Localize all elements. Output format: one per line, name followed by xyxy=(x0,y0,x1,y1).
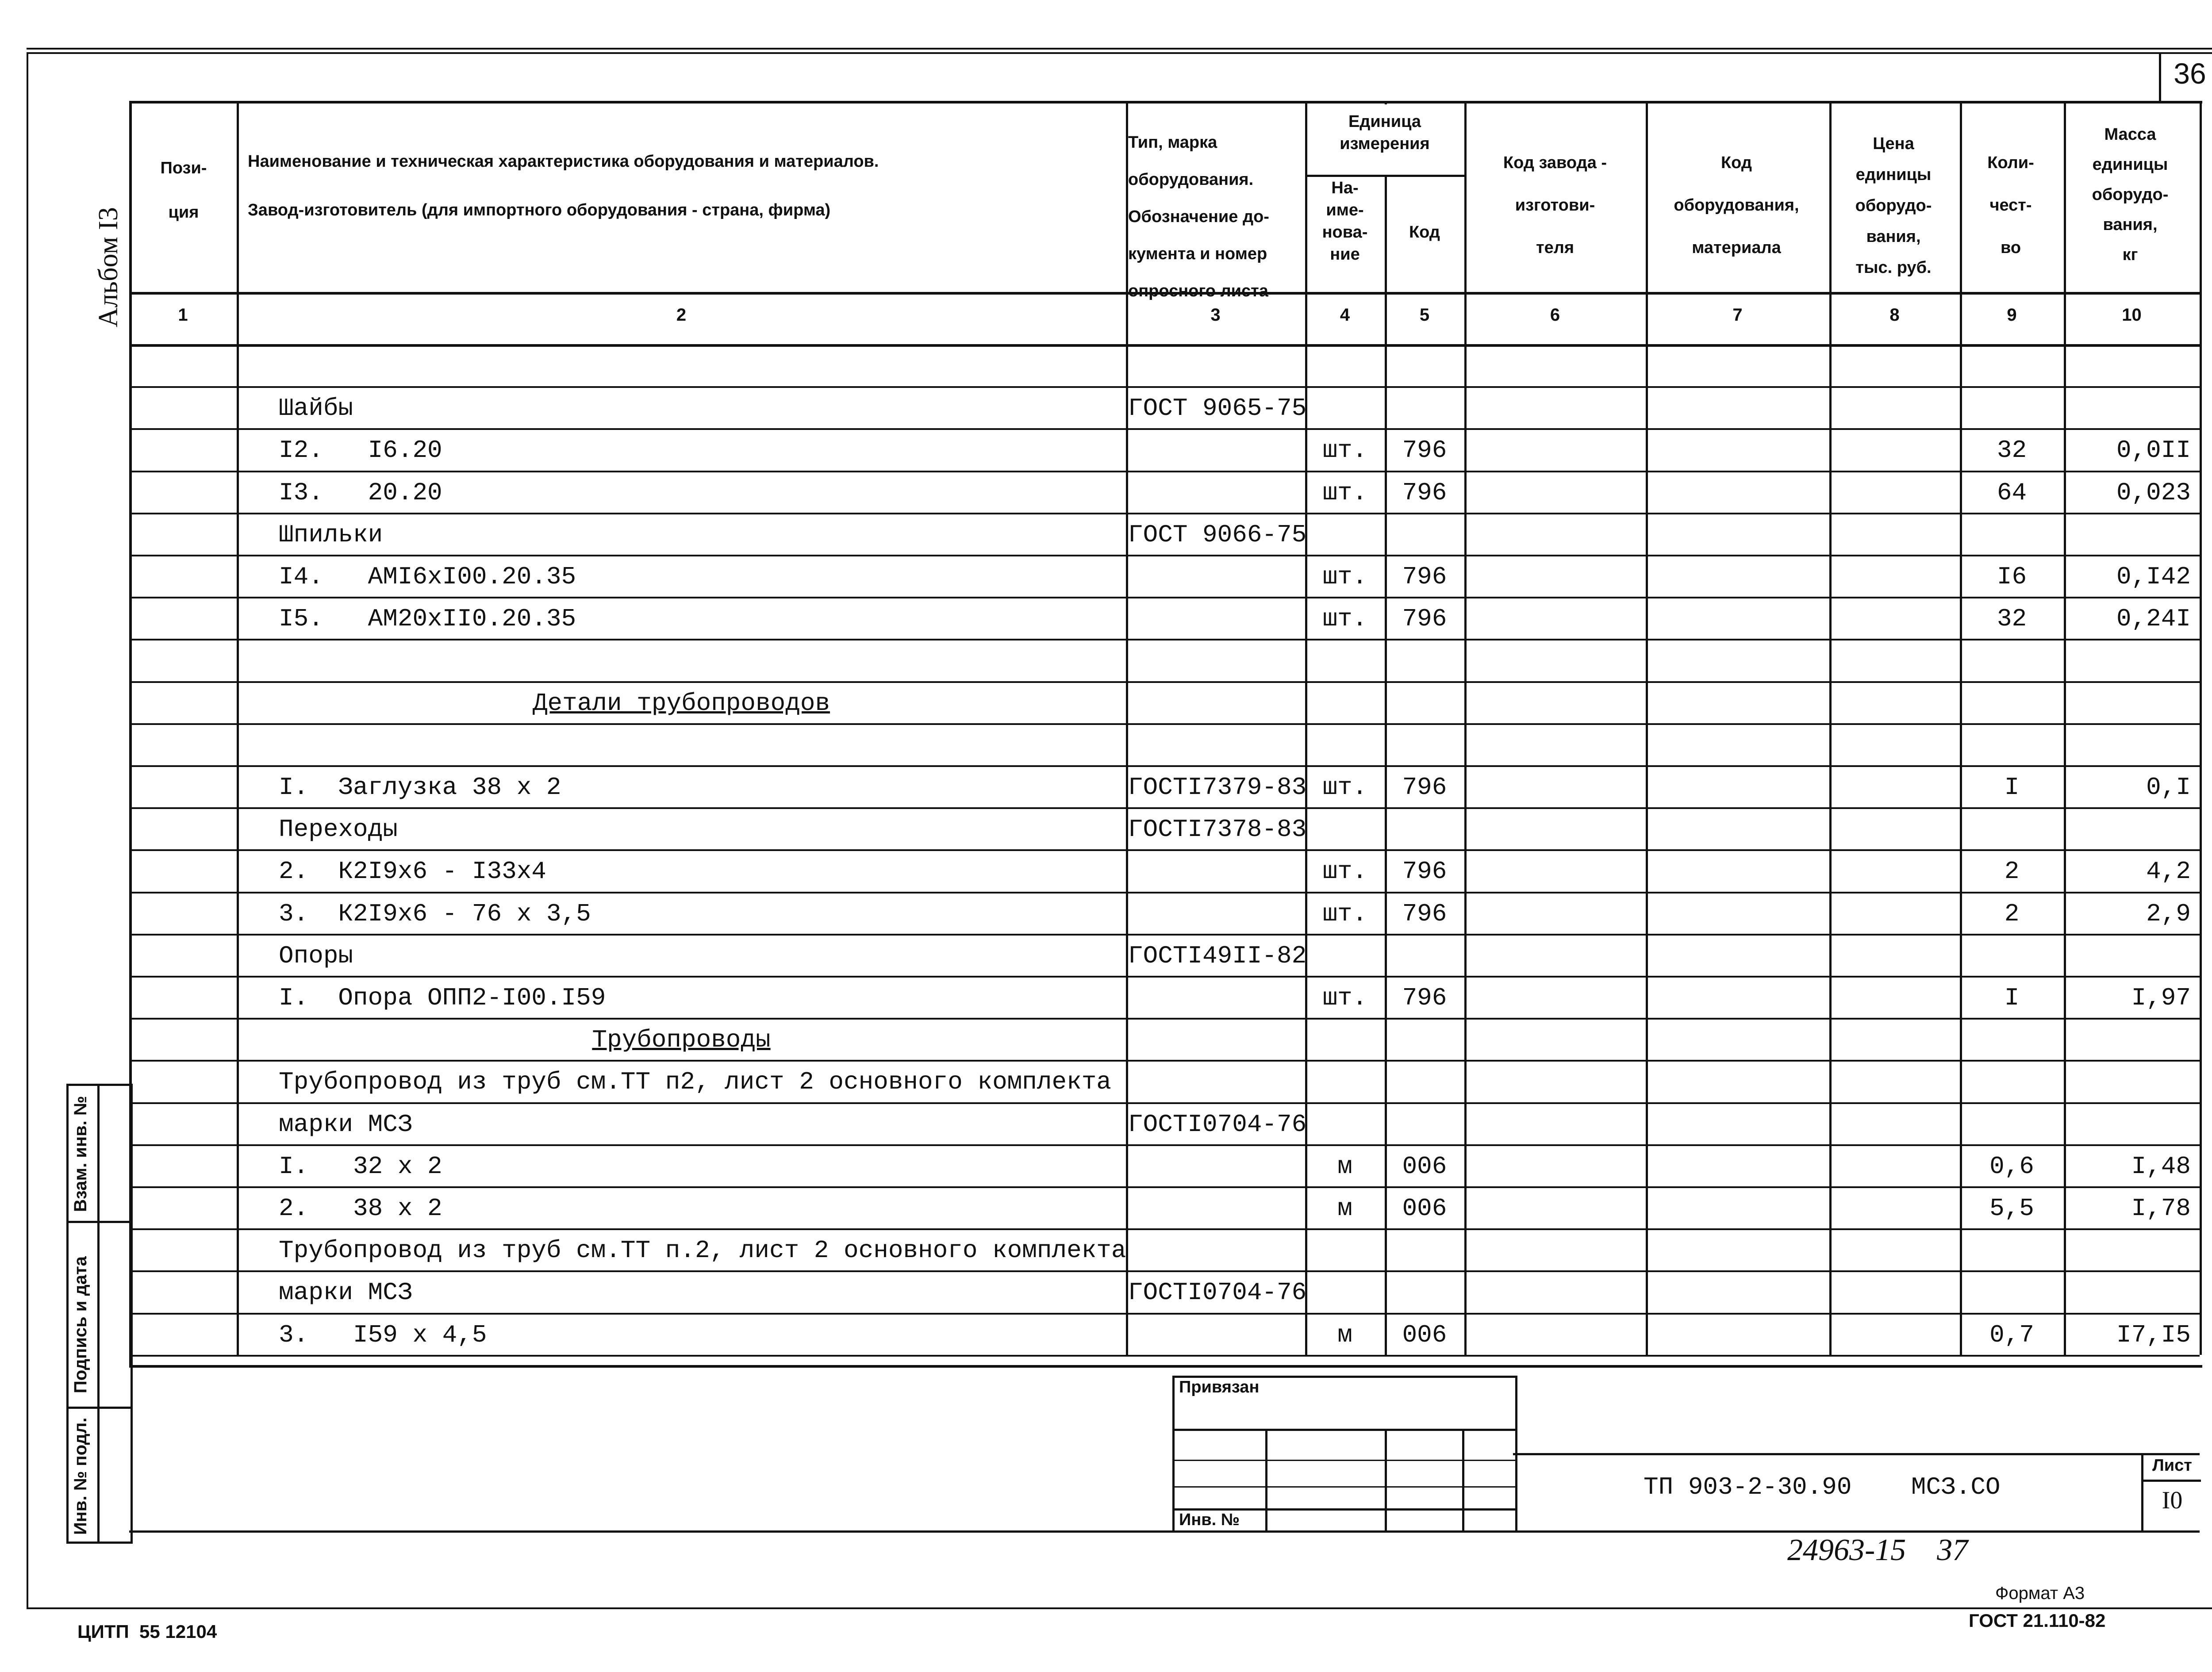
item-unit: м xyxy=(1337,1194,1352,1223)
item-mass: I,48 xyxy=(2131,1152,2191,1181)
row-line xyxy=(129,1270,2200,1272)
item-mass: I,97 xyxy=(2131,984,2191,1012)
column-number: 1 xyxy=(178,305,188,325)
column-number: 8 xyxy=(1889,305,1900,325)
priv-col3 xyxy=(1462,1429,1464,1530)
section-heading: Трубопроводы xyxy=(592,1026,771,1055)
row-line xyxy=(129,597,2200,598)
handwritten-number: 24963-15 37 xyxy=(1787,1533,1968,1567)
item-name: Опоры xyxy=(279,941,353,970)
item-name: I. Опора ОПП2-I00.I59 xyxy=(279,984,606,1012)
grid-vline xyxy=(1464,103,1467,1355)
hdr-name-line1: Наименование и техническая характеристика оборудования и материалов. xyxy=(248,152,879,171)
row-line xyxy=(129,892,2200,894)
row-line xyxy=(129,555,2200,556)
row-line xyxy=(129,1060,2200,1062)
priv-col1 xyxy=(1265,1429,1267,1530)
format-label: Формат А3 xyxy=(1995,1584,2085,1603)
item-name: Переходы xyxy=(279,815,398,844)
item-name: Шайбы xyxy=(279,394,353,423)
item-mass: 0,I xyxy=(2146,773,2191,801)
row-line xyxy=(129,1102,2200,1104)
item-quantity: I xyxy=(2004,773,2020,801)
item-quantity: 32 xyxy=(1997,436,2027,465)
item-name: I5. АМ20хII0.20.35 xyxy=(279,605,576,633)
column-number: 4 xyxy=(1340,305,1350,325)
sheet-label: Лист xyxy=(2152,1456,2192,1475)
item-mass: I7,I5 xyxy=(2116,1320,2191,1349)
sheet-sep xyxy=(2141,1480,2201,1482)
hdr-unit-name: На- име- нова- ние xyxy=(1322,179,1368,264)
item-unit-code: 006 xyxy=(1402,1194,1447,1223)
item-document: ГОСТ 9065-75 xyxy=(1128,394,1307,423)
row-line xyxy=(129,934,2200,936)
section-heading: Детали трубопроводов xyxy=(532,689,830,717)
sheet-number: I0 xyxy=(2162,1487,2183,1514)
row-line xyxy=(129,386,2200,388)
hdr-price: Цена единицы оборудо- вания, тыс. руб. xyxy=(1855,134,1932,277)
item-mass: 2,9 xyxy=(2146,899,2191,928)
item-mass: I,78 xyxy=(2131,1194,2191,1223)
item-quantity: 2 xyxy=(2004,857,2020,886)
item-unit-code: 796 xyxy=(1402,563,1447,591)
item-document: ГОСТ 9066-75 xyxy=(1128,520,1307,549)
item-unit: м xyxy=(1337,1152,1352,1181)
item-document: ГОСТI7378-83 xyxy=(1128,815,1307,844)
row-line xyxy=(129,1313,2200,1315)
row-line xyxy=(129,807,2200,809)
item-unit: шт. xyxy=(1322,478,1367,507)
item-unit-code: 796 xyxy=(1402,436,1447,465)
item-document: ГОСТI0704-76 xyxy=(1128,1278,1307,1307)
item-name: 3. I59 х 4,5 xyxy=(279,1320,487,1349)
hdr-type: Тип, марка оборудования. Обозначение до- кумента и номер опросного листа xyxy=(1128,133,1269,300)
hdr-position: Пози- ция xyxy=(160,159,207,222)
item-name: 2. К2I9х6 - I33х4 xyxy=(279,857,546,886)
item-quantity: 32 xyxy=(1997,605,2027,633)
item-unit-code: 006 xyxy=(1402,1152,1447,1181)
side-stamp-podpis: Подпись и дата xyxy=(71,1256,90,1393)
row-line xyxy=(129,765,2200,767)
item-mass: 0,023 xyxy=(2116,478,2191,507)
row-line xyxy=(129,1186,2200,1188)
column-number: 6 xyxy=(1550,305,1560,325)
row-line xyxy=(129,1228,2200,1230)
item-name: марки МСЗ xyxy=(279,1110,413,1139)
item-unit-code: 796 xyxy=(1402,857,1447,886)
privyazan-label: Привязан xyxy=(1179,1378,1260,1396)
column-number: 9 xyxy=(2007,305,2017,325)
hdr-name-line2: Завод-изготовитель (для импортного оборудования - страна, фирма) xyxy=(248,201,831,219)
hdr-unit-group: Единица измерения xyxy=(1340,112,1430,153)
album-label: Альбом I3 xyxy=(93,207,123,327)
item-unit: шт. xyxy=(1322,436,1367,465)
gost-label: ГОСТ 21.110-82 xyxy=(1969,1610,2106,1631)
item-unit-code: 006 xyxy=(1402,1320,1447,1349)
item-name: I. 32 х 2 xyxy=(279,1152,442,1181)
hdr-factory-code: Код завода - изготови- теля xyxy=(1503,153,1607,257)
item-document: ГОСТI0704-76 xyxy=(1128,1110,1307,1139)
item-unit: шт. xyxy=(1322,984,1367,1012)
item-name: Шпильки xyxy=(279,520,383,549)
item-mass: 0,I42 xyxy=(2116,563,2191,591)
document-code: ТП 903-2-30.90 МСЗ.СО xyxy=(1644,1473,2001,1501)
page-number: 36 xyxy=(2174,57,2206,90)
item-quantity: I6 xyxy=(1997,563,2027,591)
item-unit: шт. xyxy=(1322,857,1367,886)
item-unit: шт. xyxy=(1322,563,1367,591)
grid-vline xyxy=(1829,103,1832,1355)
column-number: 10 xyxy=(2122,305,2142,325)
item-unit: шт. xyxy=(1322,773,1367,801)
hdr-equipment-code: Код оборудования, материала xyxy=(1674,153,1799,257)
frame-bottom xyxy=(27,1607,2212,1609)
item-name: марки МСЗ xyxy=(279,1278,413,1307)
item-unit-code: 796 xyxy=(1402,478,1447,507)
item-document: ГОСТI7379-83 xyxy=(1128,773,1307,801)
column-number: 3 xyxy=(1210,305,1221,325)
row-line xyxy=(129,976,2200,978)
item-name: 2. 38 х 2 xyxy=(279,1194,442,1223)
tsitp-label: ЦИТП 55 12104 xyxy=(77,1621,217,1642)
hdr-unit-code: Код xyxy=(1409,223,1440,242)
item-name: Трубопровод из труб см.ТТ п.2, лист 2 основного комплекта xyxy=(279,1236,1126,1265)
row-line xyxy=(129,639,2200,640)
row-line xyxy=(129,681,2200,683)
item-name: I. Заглузка 38 х 2 xyxy=(279,773,561,801)
hdr-quantity: Коли- чест- во xyxy=(1987,153,2034,257)
row-line xyxy=(129,471,2200,472)
row-line xyxy=(129,428,2200,430)
item-unit-code: 796 xyxy=(1402,899,1447,928)
numbers-bottom-line xyxy=(129,344,2200,347)
item-quantity: I xyxy=(2004,984,2020,1012)
grid-vline-right xyxy=(2200,103,2202,1355)
item-quantity: 64 xyxy=(1997,478,2027,507)
item-unit: м xyxy=(1337,1320,1352,1349)
item-unit-code: 796 xyxy=(1402,605,1447,633)
row-line xyxy=(129,723,2200,725)
item-mass: 4,2 xyxy=(2146,857,2191,886)
row-line xyxy=(129,849,2200,851)
side-stamp-vsep xyxy=(97,1084,100,1542)
side-stamp-vzam: Взам. инв. № xyxy=(71,1096,90,1212)
item-unit: шт. xyxy=(1322,899,1367,928)
item-name: I2. I6.20 xyxy=(279,436,442,465)
item-unit-code: 796 xyxy=(1402,984,1447,1012)
top-border-line xyxy=(27,48,2212,50)
column-number: 5 xyxy=(1419,305,1430,325)
item-quantity: 0,7 xyxy=(1989,1320,2034,1349)
item-document: ГОСТI49II-82 xyxy=(1128,941,1307,970)
item-name: 3. К2I9х6 - 76 х 3,5 xyxy=(279,899,591,928)
row-line xyxy=(129,1355,2200,1357)
column-number: 7 xyxy=(1732,305,1743,325)
side-stamp-inv-podl: Инв. № подл. xyxy=(71,1417,90,1535)
item-quantity: 0,6 xyxy=(1989,1152,2034,1181)
item-quantity: 5,5 xyxy=(1989,1194,2034,1223)
item-name: Трубопровод из труб см.ТТ п2, лист 2 основного комплекта xyxy=(279,1068,1111,1097)
item-name: I3. 20.20 xyxy=(279,478,442,507)
item-quantity: 2 xyxy=(2004,899,2020,928)
item-unit-code: 796 xyxy=(1402,773,1447,801)
item-mass: 0,0II xyxy=(2116,436,2191,465)
hdr-mass: Масса единицы оборудо- вания, кг xyxy=(2092,125,2169,264)
item-name: I4. АМI6хI00.20.35 xyxy=(279,563,576,591)
inv-no-label: Инв. № xyxy=(1179,1511,1240,1529)
row-line xyxy=(129,513,2200,514)
row-line xyxy=(129,1144,2200,1146)
row-line xyxy=(129,1018,2200,1020)
grid-vline xyxy=(1646,103,1648,1355)
frame-top xyxy=(27,52,2212,54)
grid-vline xyxy=(237,103,239,1355)
item-unit: шт. xyxy=(1322,605,1367,633)
column-number: 2 xyxy=(676,305,687,325)
title-block-top xyxy=(1513,1453,2200,1455)
priv-col2 xyxy=(1385,1429,1387,1530)
item-mass: 0,24I xyxy=(2116,605,2191,633)
frame-left xyxy=(27,52,28,1609)
